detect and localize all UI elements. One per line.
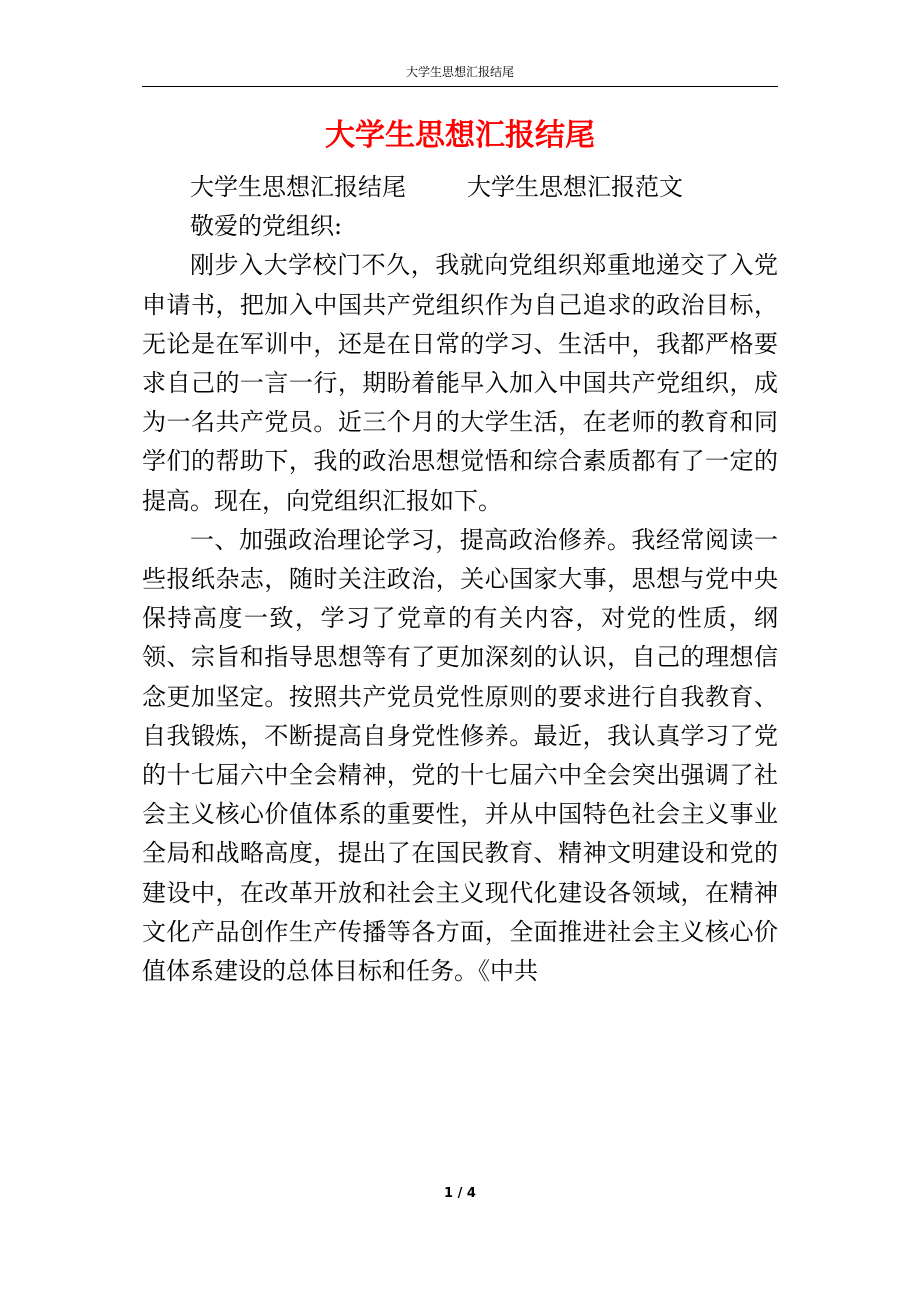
subtitle-left: 大学生思想汇报结尾 [190, 173, 406, 201]
document-body [142, 168, 778, 991]
paragraph-2: 一、加强政治理论学习，提高政治修养。我经常阅读一些报纸杂志，随时关注政治，关心国家大事，思想与党中央保持高度一致，学习了党章的有关内容，对党的性质，纲领、宗旨和指导思想等有了更加深刻的认识，自己的理想信念更加坚定。按照共产党员党性原则的要求进行自我教育、自我锻炼，不断提高自身党性修养。最近，我认真学习了党的十七届六中全会精神，党的十七届六中全会突出强调了社会主义核心价值体系的重要性，并从中国特色社会主义事业全局和战略高度，提出了在国民教育、精神文明建设和党的建设中，在改革开放和社会主义现代化建设各领域，在精神文化产品创作生产传播等各方面，全面推进社会主义核心价值体系建设的总体目标和任务。《中共 [142, 525, 778, 986]
page-number: 1 / 4 [444, 1186, 476, 1201]
subtitle-line [142, 168, 778, 207]
paragraph-1: 刚步入大学校门不久，我就向党组织郑重地递交了入党申请书，把加入中国共产党组织作为自己追求的政治目标，无论是在军训中，还是在日常的学习、生活中，我都严格要求自己的一言一行，期盼着能早入加入中国共产党组织，成为一名共产党员。近三个月的大学生活，在老师的教育和同学们的帮助下，我的政治思想觉悟和综合素质都有了一定的提高。现在，向党组织汇报如下。 [142, 251, 778, 515]
running-header: 大学生思想汇报结尾 [405, 65, 514, 79]
salutation: 敬爱的党组织: [190, 212, 343, 241]
document-title: 大学生思想汇报结尾 [325, 118, 595, 153]
header-divider [142, 86, 778, 87]
subtitle-right: 大学生思想汇报范文 [467, 173, 684, 201]
